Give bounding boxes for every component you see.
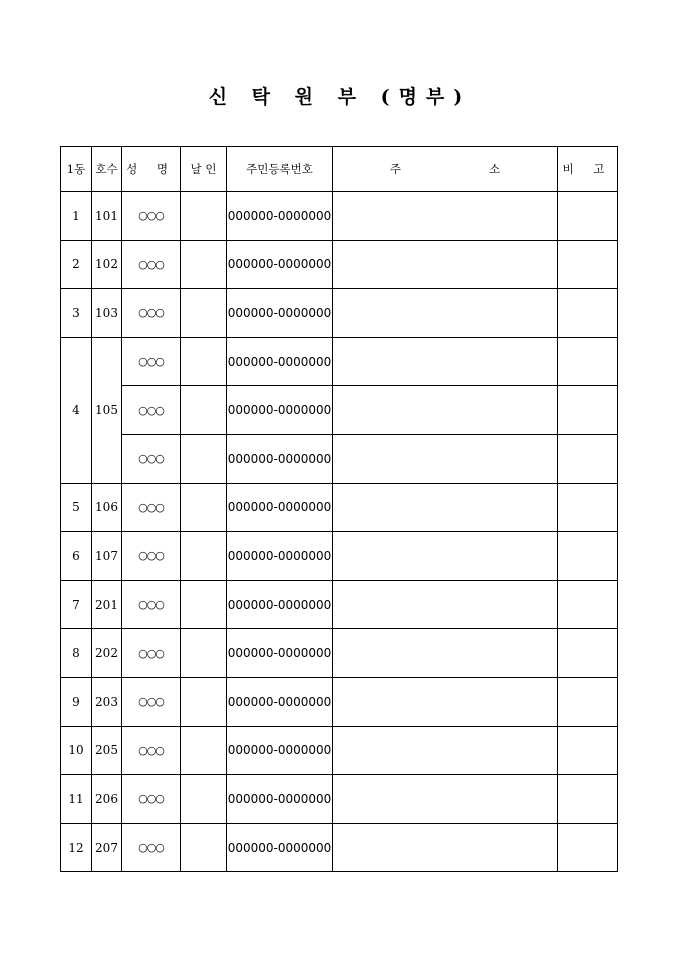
row-note [558,823,618,872]
row-name: ○○○ [122,483,181,532]
row-ho: 107 [92,532,122,581]
row-note [558,337,618,386]
table-row [61,289,618,338]
row-id-number: 000000-0000000 [227,192,333,241]
table-row [61,775,618,824]
row-id-number: 000000-0000000 [227,726,333,775]
table-row [61,726,618,775]
header-dong: 1동 [61,147,92,192]
row-ho: 203 [92,677,122,726]
row-name: ○○○ [122,726,181,775]
table-row [61,483,618,532]
page-title: 신 탁 원 부 (명부) [208,86,472,108]
row-id-number: 000000-0000000 [227,240,333,289]
row-address [333,677,558,726]
row-name: ○○○ [122,240,181,289]
row-name: ○○○ [122,775,181,824]
header-address-left: 주 [389,162,401,176]
row-name: ○○○ [122,677,181,726]
row-id-number: 000000-0000000 [227,434,333,483]
row-seal [181,580,227,629]
row-id-number: 000000-0000000 [227,483,333,532]
row-number: 9 [61,677,92,726]
row-address [333,726,558,775]
row-note [558,289,618,338]
row-ho: 101 [92,192,122,241]
row-ho: 105 [92,337,122,483]
row-seal [181,823,227,872]
table-row [61,386,618,435]
row-id-number: 000000-0000000 [227,775,333,824]
table-row [61,532,618,581]
row-note [558,386,618,435]
row-note [558,580,618,629]
row-number: 3 [61,289,92,338]
row-note [558,192,618,241]
row-note [558,629,618,678]
row-seal [181,775,227,824]
row-name: ○○○ [122,823,181,872]
row-id-number: 000000-0000000 [227,337,333,386]
row-address [333,823,558,872]
row-address [333,434,558,483]
row-ho: 102 [92,240,122,289]
row-seal [181,386,227,435]
header-address-right: 소 [489,162,501,176]
row-note [558,434,618,483]
header-name: 성 명 [122,147,181,192]
row-number: 11 [61,775,92,824]
row-address [333,629,558,678]
table-row [61,434,618,483]
table-row [61,240,618,289]
row-id-number: 000000-0000000 [227,289,333,338]
row-number: 2 [61,240,92,289]
row-number: 7 [61,580,92,629]
row-address [333,192,558,241]
row-id-number: 000000-0000000 [227,629,333,678]
row-ho: 206 [92,775,122,824]
row-note [558,775,618,824]
row-seal [181,192,227,241]
header-seal: 날 인 [181,147,227,192]
table-row [61,629,618,678]
header-address [333,147,558,192]
header-id-number: 주민등록번호 [227,147,333,192]
row-ho: 201 [92,580,122,629]
table-header-row [61,147,618,192]
row-seal [181,532,227,581]
row-id-number: 000000-0000000 [227,386,333,435]
row-id-number: 000000-0000000 [227,532,333,581]
row-name: ○○○ [122,192,181,241]
row-number: 8 [61,629,92,678]
row-name: ○○○ [122,580,181,629]
row-ho: 207 [92,823,122,872]
table-row [61,580,618,629]
row-number: 10 [61,726,92,775]
header-note: 비 고 [558,147,618,192]
row-name: ○○○ [122,532,181,581]
row-name: ○○○ [122,386,181,435]
row-name: ○○○ [122,289,181,338]
row-address [333,580,558,629]
row-id-number: 000000-0000000 [227,580,333,629]
row-number: 6 [61,532,92,581]
row-address [333,775,558,824]
row-number: 5 [61,483,92,532]
row-note [558,532,618,581]
row-note [558,726,618,775]
row-note [558,677,618,726]
row-seal [181,434,227,483]
row-number: 12 [61,823,92,872]
header-ho: 호수 [92,147,122,192]
row-seal [181,289,227,338]
row-name: ○○○ [122,434,181,483]
row-name: ○○○ [122,629,181,678]
row-seal [181,726,227,775]
row-address [333,337,558,386]
row-number: 1 [61,192,92,241]
row-ho: 106 [92,483,122,532]
row-seal [181,483,227,532]
row-address [333,386,558,435]
row-seal [181,629,227,678]
table-row [61,337,618,386]
trust-registry-table [60,146,618,872]
row-id-number: 000000-0000000 [227,823,333,872]
table-row [61,823,618,872]
row-seal [181,677,227,726]
row-address [333,289,558,338]
row-ho: 103 [92,289,122,338]
row-note [558,483,618,532]
row-address [333,240,558,289]
row-ho: 202 [92,629,122,678]
table-row [61,192,618,241]
row-number: 4 [61,337,92,483]
row-ho: 205 [92,726,122,775]
row-note [558,240,618,289]
row-seal [181,337,227,386]
row-address [333,483,558,532]
row-name: ○○○ [122,337,181,386]
table-row [61,677,618,726]
row-id-number: 000000-0000000 [227,677,333,726]
row-address [333,532,558,581]
row-seal [181,240,227,289]
